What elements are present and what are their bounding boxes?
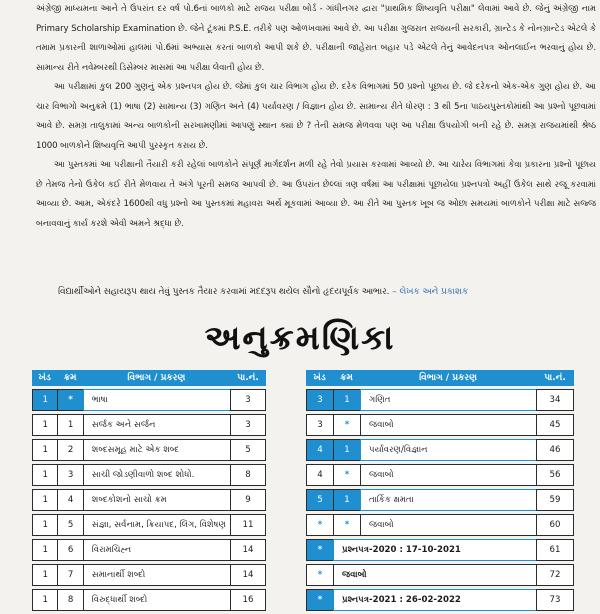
cell-kram: 1 xyxy=(333,439,360,461)
header-section: વિભાગ / પ્રકરણ xyxy=(83,370,230,386)
cell-page: 3 xyxy=(230,389,266,411)
cell-section: ભાષા xyxy=(83,389,230,411)
table-row xyxy=(306,589,574,611)
cell-khand: * xyxy=(306,589,333,611)
table-header xyxy=(306,370,574,386)
table-row xyxy=(32,539,266,561)
cell-page: 73 xyxy=(536,589,574,611)
table-row xyxy=(32,389,266,411)
table-row xyxy=(306,489,574,511)
index-title: અનુક્રમણિકા xyxy=(204,318,396,358)
cell-page: 9 xyxy=(230,489,266,511)
cell-khand: 1 xyxy=(32,539,57,561)
preface-paragraph-1: અંગ્રેજી માધ્યમના આને તે ઉપરાંત દર વર્ષ પો.6નાં બાળકો માટે રાજય પરીક્ષા બોર્ડ - ગાંધીનગર દ્વારા "પ્રાથમિક શિષ્યવૃતિ પરીક્ષા" લેવામાં આવે છે. જેનું અંગ્રેજી નામ Primary Scholarship Examination છે. જેને ટૂંકમાં P.S.E. તરીકે પણ ઓળખવામાં આવે છે. આ પરીક્ષા ગુજરાત રાજયની સરકારી, ગ્રાન્ટેડ કે નોનગ્રાન્ટેડ એટલે કે તમામ પ્રકારની શાળાઓમાં હાલમાં પો.6માં અભ્યાસ કરતાં બાળકો આપી શકે છે. પરીક્ષાની જાહેરાત બહાર પડે એટલે તેનું આવેદનપત્ર ઓનલાઈન ભરવાનું હોય છે. સામાન્ય રીતે નવેમ્બરથી ડિસેમ્બર માસમાં આ પરીક્ષા લેવાતી હોય છે. xyxy=(36,4,596,73)
cell-kram: * xyxy=(333,464,360,486)
cell-khand: 1 xyxy=(32,564,57,586)
header-page: પા.નં. xyxy=(536,370,574,386)
header-khand: ખંડ xyxy=(32,370,57,386)
cell-page: 8 xyxy=(230,464,266,486)
cell-section: પ્રશ્નપત્ર-2021 : 26-02-2022 xyxy=(333,589,536,611)
cell-kram: 6 xyxy=(57,539,82,561)
cell-kram: 1 xyxy=(57,414,82,436)
index-table-right xyxy=(306,367,574,614)
cell-kram: * xyxy=(333,514,360,536)
cell-khand: 1 xyxy=(32,439,57,461)
cell-kram: 2 xyxy=(57,439,82,461)
table-row xyxy=(306,539,574,561)
cell-kram: 8 xyxy=(57,589,82,611)
table-row xyxy=(306,564,574,586)
table-row xyxy=(306,514,574,536)
cell-page: 61 xyxy=(536,539,574,561)
cell-page: 72 xyxy=(536,564,574,586)
table-row xyxy=(32,464,266,486)
table-row xyxy=(32,514,266,536)
table-row xyxy=(32,564,266,586)
cell-kram: * xyxy=(57,389,82,411)
cell-page: 11 xyxy=(230,514,266,536)
cell-kram: 3 xyxy=(57,464,82,486)
cell-page: 34 xyxy=(536,389,574,411)
table-row xyxy=(306,464,574,486)
cell-section: સમાનાર્થી શબ્દો xyxy=(83,564,230,586)
table-row xyxy=(32,439,266,461)
cell-page: 59 xyxy=(536,489,574,511)
header-page: પા.નં. xyxy=(230,370,266,386)
cell-page: 3 xyxy=(230,414,266,436)
header-khand: ખંડ xyxy=(306,370,333,386)
cell-page: 46 xyxy=(536,439,574,461)
cell-section: તાર્કિક ક્ષમતા xyxy=(360,489,536,511)
table-row xyxy=(32,414,266,436)
table-header xyxy=(32,370,266,386)
cell-kram: 7 xyxy=(57,564,82,586)
cell-section: સંજ્ઞા, સર્વનામ, ક્રિયાપદ, લિંગ, વિશેષણ xyxy=(83,514,230,536)
cell-page: 14 xyxy=(230,564,266,586)
table-row xyxy=(306,439,574,461)
cell-section: વિરામચિહ્ન xyxy=(83,539,230,561)
cell-kram: 1 xyxy=(333,389,360,411)
cell-khand: 1 xyxy=(32,514,57,536)
header-section: વિભાગ / પ્રકરણ xyxy=(360,370,536,386)
cell-page: 5 xyxy=(230,439,266,461)
preface-paragraph-3: આ પુસ્તકમાં આ પરીક્ષાની તૈયારી કરી રહેલાં બાળકોને સંપૂર્ણ માર્ગદર્શન મળી રહે તેવો પ્રયાસ કરવામાં આવ્યો છે. આ ચારેય વિભાગમાં કેવા પ્રકારના પ્રશ્નો પૂછાય છે તેમજ તેનો ઉકેલ કઈ રીતે મેળવાય તે અંગે પૂરતી સમજ આપવી છે. આ ઉપરાંત છેલ્લાં ત્રણ વર્ષમાં આ પરીક્ષામાં પૂછાયેલા પ્રશ્નપત્રો અહીં ઉકેલ સાથે રજૂ કરવામાં આવ્યા છે. આમ, એકંદરે 1600થી વધુ પ્રશ્નો આ પુસ્તકમાં મહાવરા અર્થે મૂકવામાં આવ્યા છે. આ રીતે આ પુસ્તક ખૂબ જ ઓછા સમયમાં બાળકોને પરીક્ષા માટે સજ્જ બનાવવાનું કાર્ય કરશે એવી અમને શ્રદ્ધા છે. xyxy=(36,160,596,229)
cell-khand: 1 xyxy=(32,489,57,511)
cell-khand: 4 xyxy=(306,439,333,461)
cell-khand: 1 xyxy=(32,589,57,611)
cell-page: 56 xyxy=(536,464,574,486)
cell-section: શબ્દકોશનો સાચો ક્રમ xyxy=(83,489,230,511)
cell-khand: 3 xyxy=(306,414,333,436)
preface-signoff xyxy=(58,285,578,299)
cell-kram: 1 xyxy=(333,489,360,511)
preface xyxy=(36,0,596,234)
cell-kram: * xyxy=(333,414,360,436)
cell-section: સાચી જોડણીવાળો શબ્દ શોધો. xyxy=(83,464,230,486)
table-row xyxy=(32,589,266,611)
table-row xyxy=(306,414,574,436)
cell-section: જવાબો xyxy=(360,464,536,486)
cell-khand: * xyxy=(306,564,333,586)
table-row xyxy=(32,489,266,511)
signoff-author: – લેખક અને પ્રકાશક xyxy=(392,287,469,297)
cell-kram: 5 xyxy=(57,514,82,536)
cell-section: જવાબો xyxy=(333,564,536,586)
cell-section: વિરુદ્ધાર્થી શબ્દો xyxy=(83,589,230,611)
signoff-text: વિદ્યાર્થીઓને સહાયરૂપ થાય તેવું પુસ્તક તૈયાર કરવામાં મદદરૂપ થયેલ સૌનો હૃદયપૂર્વક આભાર. xyxy=(58,287,390,297)
cell-section: પર્યાવરણ/વિજ્ઞાન xyxy=(360,439,536,461)
preface-paragraph-2: આ પરીક્ષામાં કુલ 200 ગુણનું એક પ્રશ્નપત્ર હોય છે. જેમાં કુલ ચાર વિભાગ હોય છે. દરેક વિભાગમાં 50 પ્રશ્નો પૂછાય છે. જે દરેકનો એક-એક ગુણ હોય છે. આ ચાર વિભાગો અનુક્રમે (1) ભાષા (2) સામાન્ય (3) ગણિત અને (4) પર્યાવરણ / વિજ્ઞાન હોય છે. સામાન્ય રીતે ધોરણ : 3 થી 5ના પાઠયપુસ્તકોમાંથી આ પ્રશ્નો પૂછવામાં આવે છે. સમગ્ર તાલુકામાં અન્ય બાળકોની સરખામણીમાં આપણું સ્થાન ક્યાં છે ? તેની સમજ મેળવવા પણ આ પરીક્ષા ઉપયોગી બની રહે છે. સમગ્ર રાજયમાંથી શ્રેષ્ઠ 1000 બાળકોને શિષ્યવૃત્તિ આપી પુરસ્કૃત કરાય છે. xyxy=(36,82,596,151)
cell-khand: 1 xyxy=(32,389,57,411)
index-table-left xyxy=(32,367,266,614)
cell-page: 60 xyxy=(536,514,574,536)
cell-section: જવાબો xyxy=(360,514,536,536)
header-kram: ક્રમ xyxy=(333,370,360,386)
cell-page: 45 xyxy=(536,414,574,436)
cell-section: જવાબો xyxy=(360,414,536,436)
table-row xyxy=(306,389,574,411)
cell-section: પ્રશ્નપત્ર-2020 : 17-10-2021 xyxy=(333,539,536,561)
cell-section: ગણિત xyxy=(360,389,536,411)
cell-khand: * xyxy=(306,539,333,561)
cell-khand: * xyxy=(306,514,333,536)
cell-section: શબ્દસમૂહ માટે એક શબ્દ xyxy=(83,439,230,461)
cell-page: 14 xyxy=(230,539,266,561)
cell-khand: 3 xyxy=(306,389,333,411)
cell-khand: 5 xyxy=(306,489,333,511)
cell-kram: 4 xyxy=(57,489,82,511)
cell-khand: 4 xyxy=(306,464,333,486)
cell-khand: 1 xyxy=(32,414,57,436)
cell-khand: 1 xyxy=(32,464,57,486)
header-kram: ક્રમ xyxy=(57,370,82,386)
cell-section: સર્જક અને સર્જન xyxy=(83,414,230,436)
cell-page: 16 xyxy=(230,589,266,611)
